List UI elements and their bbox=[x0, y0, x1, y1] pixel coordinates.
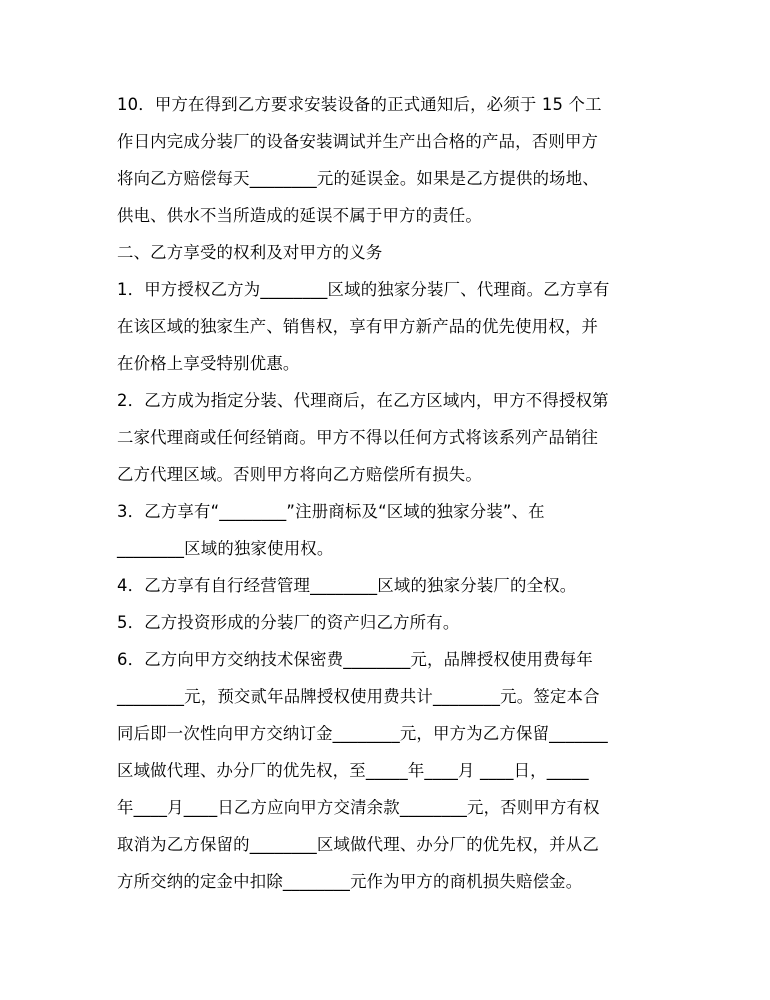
text-line: 4．乙方享有自行经营管理________区域的独家分装厂的全权。 bbox=[117, 576, 577, 595]
text-line: 6．乙方向甲方交纳技术保密费________元，品牌授权使用费每年 bbox=[117, 650, 593, 669]
text-line: ________区域的独家使用权。 bbox=[117, 539, 334, 558]
text-line: 年____月____日乙方应向甲方交清余款________元，否则甲方有权 bbox=[117, 798, 600, 817]
text-line: 作日内完成分装厂的设备安装调试并生产出合格的产品，否则甲方 bbox=[117, 132, 599, 151]
text-line: 供电、供水不当所造成的延误不属于甲方的责任。 bbox=[117, 206, 482, 225]
text-line: 乙方代理区域。否则甲方将向乙方赔偿所有损失。 bbox=[117, 465, 482, 484]
text-line: 2．乙方成为指定分装、代理商后，在乙方区域内，甲方不得授权第 bbox=[117, 391, 609, 410]
section-heading: 二、乙方享受的权利及对甲方的义务 bbox=[117, 243, 383, 262]
text-line: 10．甲方在得到乙方要求安装设备的正式通知后，必须于 15 个工 bbox=[117, 95, 602, 114]
text-line: 在价格上享受特别优惠。 bbox=[117, 354, 300, 373]
text-line: 取消为乙方保留的________区域做代理、办分厂的优先权，并从乙 bbox=[117, 835, 599, 854]
contract-body bbox=[117, 86, 657, 900]
text-line: 在该区域的独家生产、销售权，享有甲方新产品的优先使用权，并 bbox=[117, 317, 599, 336]
text-line: 二家代理商或任何经销商。甲方不得以任何方式将该系列产品销往 bbox=[117, 428, 599, 447]
text-line: 5．乙方投资形成的分装厂的资产归乙方所有。 bbox=[117, 613, 460, 632]
text-line: 将向乙方赔偿每天________元的延误金。如果是乙方提供的场地、 bbox=[117, 169, 599, 188]
text-line: 区域做代理、办分厂的优先权，至_____年____月 ____日，_____ bbox=[117, 761, 589, 780]
text-line: 3．乙方享有“________”注册商标及“区域的独家分装”、在 bbox=[117, 502, 545, 521]
text-line: 1．甲方授权乙方为________区域的独家分装厂、代理商。乙方享有 bbox=[117, 280, 610, 299]
text-line: 方所交纳的定金中扣除________元作为甲方的商机损失赔偿金。 bbox=[117, 872, 583, 891]
text-line: 同后即一次性向甲方交纳订金________元，甲方为乙方保留_______ bbox=[117, 724, 608, 743]
text-line: ________元，预交贰年品牌授权使用费共计________元。签定本合 bbox=[117, 687, 600, 706]
